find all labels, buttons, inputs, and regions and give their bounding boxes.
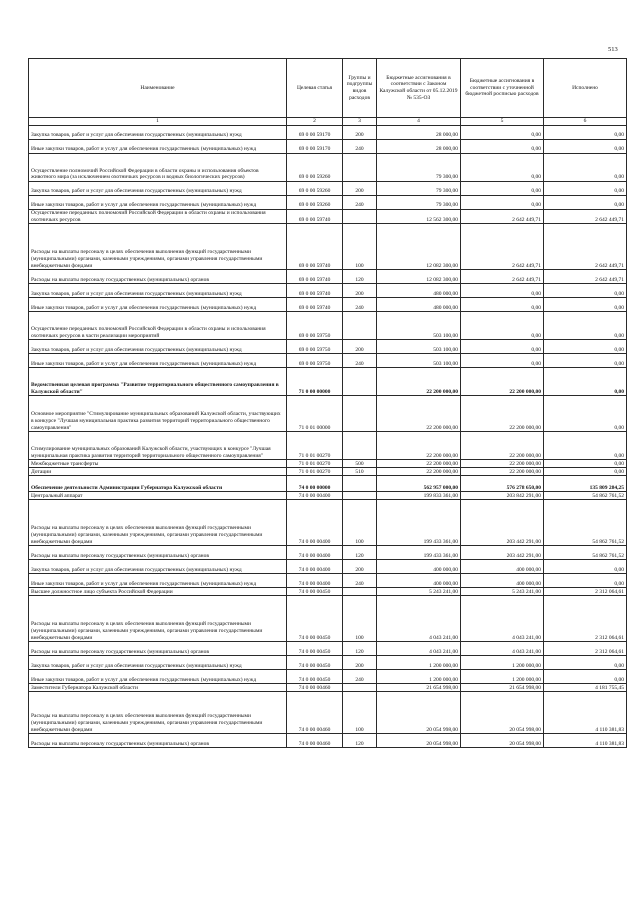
row-executed-amount-cell: 0,00 <box>544 182 627 196</box>
table-row <box>29 492 627 500</box>
row-target-article-cell: 69 0 00 59740 <box>287 298 343 312</box>
row-refined-amount-cell: 0,00 <box>461 354 544 368</box>
table-row <box>29 154 627 182</box>
row-target-article-cell: 69 0 00 59170 <box>287 140 343 154</box>
row-approved-amount-cell: 22 200 000,00 <box>377 368 461 396</box>
row-approved-amount-cell: 79 300,00 <box>377 182 461 196</box>
row-target-article-cell: 74 0 00 00460 <box>287 734 343 748</box>
row-expense-group-cell <box>343 476 377 492</box>
row-name-cell: Заместители Губернатора Калужской области <box>29 684 287 692</box>
row-executed-amount-cell: 0,00 <box>544 284 627 298</box>
row-refined-amount-cell: 22 200 000,00 <box>461 396 544 432</box>
row-refined-amount-cell: 22 200 000,00 <box>461 432 544 460</box>
header-refined-budget: Бюджетные ассигнования в соответствии с уточненной бюджетной росписью расходов <box>461 59 544 118</box>
budget-execution-table <box>28 58 627 748</box>
row-expense-group-cell: 100 <box>343 500 377 546</box>
row-name-cell: Иные закупки товаров, работ и услуг для обеспечения государственных (муниципальных) нужд <box>29 196 287 210</box>
row-name-cell: Осуществление полномочий Российской Федерации в области охраны и использования объектов животного мира (за исключением охотничьих ресурсов и водных биологических ресурсов) <box>29 154 287 182</box>
table-row <box>29 642 627 656</box>
row-approved-amount-cell: 79 300,00 <box>377 196 461 210</box>
row-executed-amount-cell: 2 642 449,71 <box>544 210 627 224</box>
row-refined-amount-cell: 576 278 650,00 <box>461 476 544 492</box>
table-row <box>29 224 627 270</box>
row-approved-amount-cell: 480 000,00 <box>377 298 461 312</box>
row-approved-amount-cell: 400 000,00 <box>377 574 461 588</box>
header-approved-budget: Бюджетные ассигнования в соответствии с Законом Калужской области от 05.12.2019 № 535-ОЗ <box>377 59 461 118</box>
row-expense-group-cell: 200 <box>343 340 377 354</box>
table-row <box>29 298 627 312</box>
table-row <box>29 500 627 546</box>
table-row <box>29 574 627 588</box>
row-target-article-cell: 74 0 00 00000 <box>287 476 343 492</box>
row-executed-amount-cell: 4 181 755,45 <box>544 684 627 692</box>
row-refined-amount-cell: 0,00 <box>461 126 544 140</box>
row-target-article-cell: 74 0 00 00450 <box>287 642 343 656</box>
row-refined-amount-cell: 4 043 241,00 <box>461 596 544 642</box>
row-target-article-cell: 74 0 00 00400 <box>287 560 343 574</box>
row-name-cell: Осуществление переданных полномочий Российской Федерации в области охраны и использования охотничьих ресурсов <box>29 210 287 224</box>
column-number-row <box>29 118 627 126</box>
row-name-cell: Расходы на выплаты персоналу государственных (муниципальных) органов <box>29 270 287 284</box>
row-name-cell: Иные закупки товаров, работ и услуг для обеспечения государственных (муниципальных) нужд <box>29 670 287 684</box>
row-executed-amount-cell: 0,00 <box>544 312 627 340</box>
row-approved-amount-cell: 5 243 241,00 <box>377 588 461 596</box>
row-approved-amount-cell: 20 054 998,00 <box>377 692 461 734</box>
row-refined-amount-cell: 21 654 998,00 <box>461 684 544 692</box>
row-approved-amount-cell: 21 654 998,00 <box>377 684 461 692</box>
table-row <box>29 126 627 140</box>
row-refined-amount-cell: 203 442 291,00 <box>461 546 544 560</box>
column-number: 6 <box>544 118 627 126</box>
row-approved-amount-cell: 79 300,00 <box>377 154 461 182</box>
table-row <box>29 182 627 196</box>
row-name-cell: Высшее должностное лицо субъекта Российской Федерации <box>29 588 287 596</box>
table-row <box>29 684 627 692</box>
row-name-cell: Иные закупки товаров, работ и услуг для обеспечения государственных (муниципальных) нужд <box>29 140 287 154</box>
row-target-article-cell: 71 0 01 00270 <box>287 460 343 468</box>
row-executed-amount-cell: 0,00 <box>544 126 627 140</box>
row-expense-group-cell <box>343 396 377 432</box>
row-expense-group-cell: 100 <box>343 224 377 270</box>
row-expense-group-cell: 120 <box>343 546 377 560</box>
table-row <box>29 476 627 492</box>
row-expense-group-cell <box>343 684 377 692</box>
row-approved-amount-cell: 12 082 300,00 <box>377 270 461 284</box>
row-executed-amount-cell: 2 642 449,71 <box>544 224 627 270</box>
row-executed-amount-cell: 0,00 <box>544 560 627 574</box>
row-name-cell: Закупка товаров, работ и услуг для обеспечения государственных (муниципальных) нужд <box>29 560 287 574</box>
row-target-article-cell: 69 0 00 59260 <box>287 154 343 182</box>
row-expense-group-cell: 240 <box>343 196 377 210</box>
row-expense-group-cell: 240 <box>343 298 377 312</box>
row-name-cell: Расходы на выплаты персоналу государственных (муниципальных) органов <box>29 642 287 656</box>
table-row <box>29 670 627 684</box>
row-expense-group-cell <box>343 210 377 224</box>
row-approved-amount-cell: 28 000,00 <box>377 140 461 154</box>
table-header-row <box>29 59 627 118</box>
row-name-cell: Закупка товаров, работ и услуг для обеспечения государственных (муниципальных) нужд <box>29 284 287 298</box>
row-executed-amount-cell: 0,00 <box>544 396 627 432</box>
row-expense-group-cell <box>343 588 377 596</box>
row-target-article-cell: 74 0 00 00400 <box>287 574 343 588</box>
row-refined-amount-cell: 4 043 241,00 <box>461 642 544 656</box>
table-row <box>29 432 627 460</box>
row-executed-amount-cell: 0,00 <box>544 140 627 154</box>
row-name-cell: Иные закупки товаров, работ и услуг для обеспечения государственных (муниципальных) нужд <box>29 298 287 312</box>
row-expense-group-cell: 200 <box>343 182 377 196</box>
table-row <box>29 692 627 734</box>
row-expense-group-cell: 100 <box>343 692 377 734</box>
row-target-article-cell: 74 0 00 00400 <box>287 500 343 546</box>
row-approved-amount-cell: 4 043 241,00 <box>377 596 461 642</box>
row-approved-amount-cell: 503 100,00 <box>377 340 461 354</box>
row-name-cell: Основное мероприятие "Стимулирование муниципальных образований Калужской области, участвующих в конкурсе "Лучшая муниципальная практика развития территорий территориального общественного самоуправления" <box>29 396 287 432</box>
row-executed-amount-cell: 0,00 <box>544 460 627 468</box>
row-refined-amount-cell: 22 200 000,00 <box>461 468 544 476</box>
row-refined-amount-cell: 20 054 998,00 <box>461 692 544 734</box>
row-expense-group-cell <box>343 312 377 340</box>
row-expense-group-cell: 200 <box>343 126 377 140</box>
row-target-article-cell: 69 0 00 59750 <box>287 340 343 354</box>
table-row <box>29 596 627 642</box>
table-row <box>29 340 627 354</box>
table-row <box>29 354 627 368</box>
row-target-article-cell: 69 0 00 59740 <box>287 210 343 224</box>
row-name-cell: Центральный аппарат <box>29 492 287 500</box>
row-approved-amount-cell: 400 000,00 <box>377 560 461 574</box>
row-refined-amount-cell: 0,00 <box>461 140 544 154</box>
row-approved-amount-cell: 20 054 998,00 <box>377 734 461 748</box>
row-target-article-cell: 69 0 00 59170 <box>287 126 343 140</box>
table-row <box>29 196 627 210</box>
row-approved-amount-cell: 480 000,00 <box>377 284 461 298</box>
table-row <box>29 312 627 340</box>
row-expense-group-cell: 200 <box>343 560 377 574</box>
row-target-article-cell: 74 0 00 00450 <box>287 656 343 670</box>
row-approved-amount-cell: 562 957 000,00 <box>377 476 461 492</box>
row-expense-group-cell <box>343 154 377 182</box>
row-expense-group-cell: 120 <box>343 270 377 284</box>
table-row <box>29 656 627 670</box>
row-name-cell: Расходы на выплаты персоналу в целях обеспечения выполнения функций государственными (муниципальными) органами, казенными учреждениями, органами управления государственными внебюджетными фондами <box>29 224 287 270</box>
row-name-cell: Дотации <box>29 468 287 476</box>
row-approved-amount-cell: 12 082 300,00 <box>377 224 461 270</box>
row-executed-amount-cell: 2 642 449,71 <box>544 270 627 284</box>
column-number: 4 <box>377 118 461 126</box>
column-number: 2 <box>287 118 343 126</box>
row-executed-amount-cell: 54 862 761,52 <box>544 546 627 560</box>
row-approved-amount-cell: 4 043 241,00 <box>377 642 461 656</box>
row-target-article-cell: 69 0 00 59750 <box>287 354 343 368</box>
row-target-article-cell: 74 0 00 00460 <box>287 692 343 734</box>
table-row <box>29 368 627 396</box>
row-refined-amount-cell: 0,00 <box>461 196 544 210</box>
column-number: 5 <box>461 118 544 126</box>
row-approved-amount-cell: 22 200 000,00 <box>377 468 461 476</box>
row-name-cell: Обеспечение деятельности Администрации Губернатора Калужской области <box>29 476 287 492</box>
row-refined-amount-cell: 22 200 000,00 <box>461 368 544 396</box>
row-refined-amount-cell: 0,00 <box>461 340 544 354</box>
table-row <box>29 396 627 432</box>
row-name-cell: Расходы на выплаты персоналу государственных (муниципальных) органов <box>29 546 287 560</box>
row-target-article-cell: 74 0 00 00460 <box>287 684 343 692</box>
table-row <box>29 560 627 574</box>
row-refined-amount-cell: 203 442 291,00 <box>461 500 544 546</box>
row-approved-amount-cell: 22 200 000,00 <box>377 396 461 432</box>
row-refined-amount-cell: 1 200 000,00 <box>461 670 544 684</box>
table-row <box>29 210 627 224</box>
row-expense-group-cell: 200 <box>343 656 377 670</box>
column-number: 3 <box>343 118 377 126</box>
table-row <box>29 140 627 154</box>
row-refined-amount-cell: 2 642 449,71 <box>461 224 544 270</box>
row-executed-amount-cell: 135 809 284,25 <box>544 476 627 492</box>
row-approved-amount-cell: 12 562 300,00 <box>377 210 461 224</box>
table-row <box>29 460 627 468</box>
row-approved-amount-cell: 199 833 361,00 <box>377 492 461 500</box>
table-row <box>29 546 627 560</box>
row-approved-amount-cell: 22 200 000,00 <box>377 432 461 460</box>
row-name-cell: Закупка товаров, работ и услуг для обеспечения государственных (муниципальных) нужд <box>29 182 287 196</box>
row-name-cell: Осуществление переданных полномочий Российской Федерации в области охраны и использования охотничьих ресурсов в части реализации мероприятий <box>29 312 287 340</box>
row-target-article-cell: 74 0 00 00400 <box>287 492 343 500</box>
header-target-article: Целевая статья <box>287 59 343 118</box>
row-name-cell: Межбюджетные трансферты <box>29 460 287 468</box>
page-number: 513 <box>608 46 618 53</box>
row-refined-amount-cell: 0,00 <box>461 312 544 340</box>
row-name-cell: Расходы на выплаты персоналу в целях обеспечения выполнения функций государственными (муниципальными) органами, казенными учреждениями, органами управления государственными внебюджетными фондами <box>29 692 287 734</box>
row-expense-group-cell: 120 <box>343 734 377 748</box>
row-approved-amount-cell: 22 200 000,00 <box>377 460 461 468</box>
row-executed-amount-cell: 0,00 <box>544 432 627 460</box>
row-target-article-cell: 69 0 00 59740 <box>287 270 343 284</box>
row-refined-amount-cell: 2 642 449,71 <box>461 270 544 284</box>
row-expense-group-cell: 240 <box>343 140 377 154</box>
row-refined-amount-cell: 22 200 000,00 <box>461 460 544 468</box>
row-executed-amount-cell: 0,00 <box>544 670 627 684</box>
row-expense-group-cell: 120 <box>343 642 377 656</box>
row-expense-group-cell: 200 <box>343 284 377 298</box>
row-target-article-cell: 74 0 00 00450 <box>287 670 343 684</box>
row-name-cell: Иные закупки товаров, работ и услуг для обеспечения государственных (муниципальных) нужд <box>29 354 287 368</box>
row-refined-amount-cell: 0,00 <box>461 284 544 298</box>
row-approved-amount-cell: 503 100,00 <box>377 354 461 368</box>
row-executed-amount-cell: 0,00 <box>544 656 627 670</box>
row-expense-group-cell: 510 <box>343 468 377 476</box>
row-target-article-cell: 69 0 00 59750 <box>287 312 343 340</box>
row-target-article-cell: 69 0 00 59260 <box>287 182 343 196</box>
header-executed: Исполнено <box>544 59 627 118</box>
row-name-cell: Иные закупки товаров, работ и услуг для обеспечения государственных (муниципальных) нужд <box>29 574 287 588</box>
row-name-cell: Расходы на выплаты персоналу в целях обеспечения выполнения функций государственными (муниципальными) органами, казенными учреждениями, органами управления государственными внебюджетными фондами <box>29 596 287 642</box>
row-expense-group-cell: 240 <box>343 574 377 588</box>
row-expense-group-cell <box>343 432 377 460</box>
row-name-cell: Расходы на выплаты персоналу государственных (муниципальных) органов <box>29 734 287 748</box>
row-refined-amount-cell: 203 842 291,00 <box>461 492 544 500</box>
row-name-cell: Ведомственная целевая программа "Развитие территориального общественного самоуправления в Калужской области" <box>29 368 287 396</box>
row-target-article-cell: 71 0 01 00270 <box>287 432 343 460</box>
table-row <box>29 270 627 284</box>
row-expense-group-cell: 240 <box>343 354 377 368</box>
row-refined-amount-cell: 400 000,00 <box>461 574 544 588</box>
row-expense-group-cell: 500 <box>343 460 377 468</box>
row-target-article-cell: 71 0 01 00000 <box>287 396 343 432</box>
row-target-article-cell: 69 0 00 59740 <box>287 224 343 270</box>
row-refined-amount-cell: 0,00 <box>461 154 544 182</box>
row-expense-group-cell: 100 <box>343 596 377 642</box>
header-name: Наименование <box>29 59 287 118</box>
row-executed-amount-cell: 0,00 <box>544 574 627 588</box>
row-refined-amount-cell: 20 054 998,00 <box>461 734 544 748</box>
row-refined-amount-cell: 0,00 <box>461 298 544 312</box>
row-refined-amount-cell: 400 000,00 <box>461 560 544 574</box>
row-executed-amount-cell: 54 862 761,52 <box>544 500 627 546</box>
row-approved-amount-cell: 1 200 000,00 <box>377 670 461 684</box>
row-refined-amount-cell: 5 243 241,00 <box>461 588 544 596</box>
row-refined-amount-cell: 0,00 <box>461 182 544 196</box>
row-refined-amount-cell: 2 642 449,71 <box>461 210 544 224</box>
row-executed-amount-cell: 0,00 <box>544 298 627 312</box>
row-expense-group-cell <box>343 368 377 396</box>
row-executed-amount-cell: 0,00 <box>544 368 627 396</box>
row-target-article-cell: 69 0 00 59260 <box>287 196 343 210</box>
row-refined-amount-cell: 1 200 000,00 <box>461 656 544 670</box>
row-name-cell: Закупка товаров, работ и услуг для обеспечения государственных (муниципальных) нужд <box>29 126 287 140</box>
row-approved-amount-cell: 199 433 361,00 <box>377 500 461 546</box>
table-row <box>29 588 627 596</box>
row-approved-amount-cell: 1 200 000,00 <box>377 656 461 670</box>
row-expense-group-cell <box>343 492 377 500</box>
row-expense-group-cell: 240 <box>343 670 377 684</box>
table-row <box>29 734 627 748</box>
row-target-article-cell: 69 0 00 59740 <box>287 284 343 298</box>
row-target-article-cell: 74 0 00 00450 <box>287 596 343 642</box>
row-name-cell: Закупка товаров, работ и услуг для обеспечения государственных (муниципальных) нужд <box>29 340 287 354</box>
column-number: 1 <box>29 118 287 126</box>
row-name-cell: Стимулирование муниципальных образований Калужской области, участвующих в конкурсе "Лучшая муниципальная практика развития территорий территориального общественного самоуправления" <box>29 432 287 460</box>
row-executed-amount-cell: 54 862 761,52 <box>544 492 627 500</box>
row-executed-amount-cell: 2 312 064,61 <box>544 588 627 596</box>
row-target-article-cell: 74 0 00 00450 <box>287 588 343 596</box>
row-target-article-cell: 74 0 00 00400 <box>287 546 343 560</box>
row-executed-amount-cell: 0,00 <box>544 468 627 476</box>
row-executed-amount-cell: 2 312 064,61 <box>544 596 627 642</box>
row-name-cell: Расходы на выплаты персоналу в целях обеспечения выполнения функций государственными (муниципальными) органами, казенными учреждениями, органами управления государственными внебюджетными фондами <box>29 500 287 546</box>
row-target-article-cell: 71 0 01 00270 <box>287 468 343 476</box>
header-expense-group: Группы и подгруппы видов расходов <box>343 59 377 118</box>
row-executed-amount-cell: 0,00 <box>544 196 627 210</box>
table-row <box>29 284 627 298</box>
row-executed-amount-cell: 2 312 064,61 <box>544 642 627 656</box>
row-executed-amount-cell: 4 110 381,83 <box>544 692 627 734</box>
row-executed-amount-cell: 0,00 <box>544 154 627 182</box>
row-approved-amount-cell: 199 433 361,00 <box>377 546 461 560</box>
row-executed-amount-cell: 0,00 <box>544 354 627 368</box>
row-executed-amount-cell: 0,00 <box>544 340 627 354</box>
row-approved-amount-cell: 28 000,00 <box>377 126 461 140</box>
table-row <box>29 468 627 476</box>
row-target-article-cell: 71 0 00 00000 <box>287 368 343 396</box>
row-name-cell: Закупка товаров, работ и услуг для обеспечения государственных (муниципальных) нужд <box>29 656 287 670</box>
row-executed-amount-cell: 4 110 381,83 <box>544 734 627 748</box>
row-approved-amount-cell: 503 100,00 <box>377 312 461 340</box>
table-body <box>29 59 627 748</box>
